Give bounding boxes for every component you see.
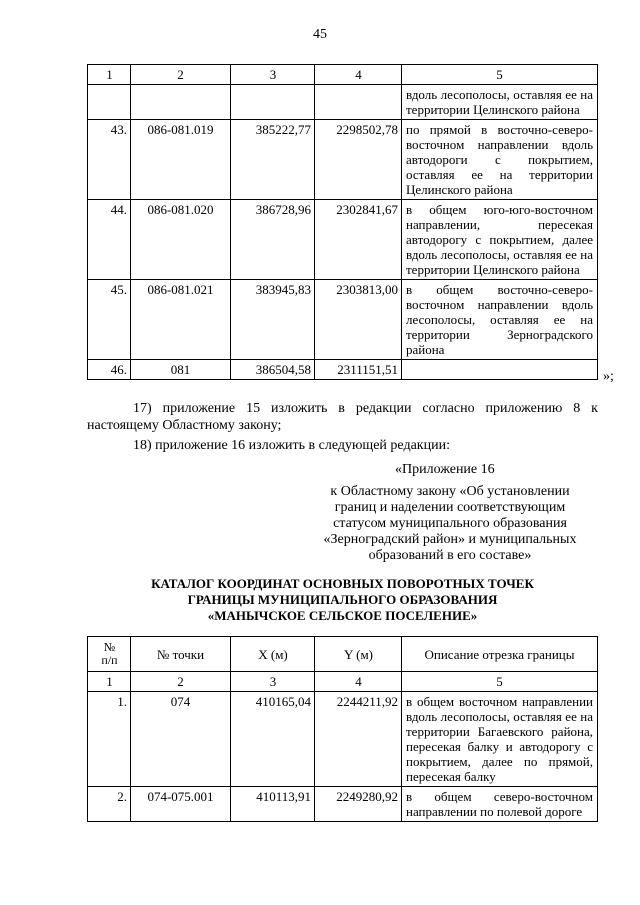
y-coordinate: 2311151,51 <box>315 360 402 380</box>
y-coordinate: 2244211,92 <box>315 692 402 787</box>
column-header-number-line: № <box>103 640 116 654</box>
segment-description: по прямой в восточно-северо-восточном направлении вдоль автодороги с покрытием, оставляя ее на территории Целинского района <box>402 120 598 200</box>
point-number <box>131 85 231 120</box>
table-header-row <box>88 672 598 692</box>
appendix-reference-line: статусом муниципального образования <box>333 516 567 531</box>
point-number: 086-081.019 <box>131 120 231 200</box>
segment-description: в общем северо-восточном направлении по полевой дороге <box>402 787 598 822</box>
row-number: 45. <box>88 280 131 360</box>
header-cell: 5 <box>402 672 598 692</box>
y-coordinate: 2298502,78 <box>315 120 402 200</box>
table-row <box>88 692 598 787</box>
table-row <box>88 787 598 822</box>
x-coordinate: 410165,04 <box>231 692 315 787</box>
y-coordinate: 2303813,00 <box>315 280 402 360</box>
header-cell: 5 <box>402 65 598 85</box>
header-cell: 3 <box>231 672 315 692</box>
table-row <box>88 280 598 360</box>
column-header-y: Y (м) <box>315 637 402 672</box>
row-number: 43. <box>88 120 131 200</box>
x-coordinate: 386728,96 <box>231 200 315 280</box>
header-cell: 2 <box>131 65 231 85</box>
closing-quote: »; <box>603 369 614 384</box>
segment-description: вдоль лесополосы, оставляя ее на территории Целинского района <box>402 85 598 120</box>
row-number: 46. <box>88 360 131 380</box>
paragraph-17: 17) приложение 15 изложить в редакции согласно приложению 8 к настоящему Областному закону; <box>87 401 598 433</box>
page-number: 45 <box>313 27 327 42</box>
segment-description <box>402 360 598 380</box>
table-row <box>88 85 598 120</box>
table-row <box>88 360 598 380</box>
coordinates-table-continued <box>87 64 598 380</box>
x-coordinate: 385222,77 <box>231 120 315 200</box>
x-coordinate: 383945,83 <box>231 280 315 360</box>
x-coordinate <box>231 85 315 120</box>
header-cell: 4 <box>315 65 402 85</box>
catalog-title-line: «МАНЫЧСКОЕ СЕЛЬСКОЕ ПОСЕЛЕНИЕ» <box>207 608 478 623</box>
table-header-row <box>88 65 598 85</box>
appendix-reference-line: границ и наделении соответствующим <box>334 500 566 515</box>
catalog-title-line: КАТАЛОГ КООРДИНАТ ОСНОВНЫХ ПОВОРОТНЫХ ТОЧЕК <box>151 576 534 591</box>
x-coordinate: 410113,91 <box>231 787 315 822</box>
appendix-reference <box>300 484 600 564</box>
segment-description: в общем восточном направлении вдоль лесополосы, оставляя ее на территории Багаевского района, пересекая балку и автодорогу с покрытием, далее по прямой, пересекая балку <box>402 692 598 787</box>
column-header-number <box>88 637 131 672</box>
appendix-reference-line: образований в его составе» <box>368 548 532 563</box>
coordinates-table <box>87 636 598 822</box>
table-row <box>88 200 598 280</box>
point-number: 086-081.021 <box>131 280 231 360</box>
row-number: 44. <box>88 200 131 280</box>
catalog-title-line: ГРАНИЦЫ МУНИЦИПАЛЬНОГО ОБРАЗОВАНИЯ <box>187 592 498 607</box>
row-number <box>88 85 131 120</box>
segment-description: в общем юго-юго-восточном направлении, пересекая автодорогу с покрытием, далее вдоль лесополосы, оставляя ее на территории Целинского района <box>402 200 598 280</box>
y-coordinate: 2302841,67 <box>315 200 402 280</box>
header-cell: 1 <box>88 65 131 85</box>
y-coordinate: 2249280,92 <box>315 787 402 822</box>
point-number: 081 <box>131 360 231 380</box>
catalog-title <box>87 576 598 624</box>
column-header-x: X (м) <box>231 637 315 672</box>
header-cell: 2 <box>131 672 231 692</box>
point-number: 074 <box>131 692 231 787</box>
row-number: 2. <box>88 787 131 822</box>
column-header-row <box>88 637 598 672</box>
row-number: 1. <box>88 692 131 787</box>
segment-description: в общем восточно-северо-восточном направлении вдоль лесополосы, оставляя ее на территории Зерноградского района <box>402 280 598 360</box>
x-coordinate: 386504,58 <box>231 360 315 380</box>
appendix-title: «Приложение 16 <box>395 462 495 477</box>
appendix-reference-line: «Зерноградский район» и муниципальных <box>323 532 577 547</box>
header-cell: 3 <box>231 65 315 85</box>
table-row <box>88 120 598 200</box>
paragraph-18: 18) приложение 16 изложить в следующей редакции: <box>133 438 450 453</box>
header-cell: 1 <box>88 672 131 692</box>
y-coordinate <box>315 85 402 120</box>
header-cell: 4 <box>315 672 402 692</box>
point-number: 074-075.001 <box>131 787 231 822</box>
appendix-reference-line: к Областному закону «Об установлении <box>330 484 570 499</box>
column-header-description: Описание отрезка границы <box>402 637 598 672</box>
column-header-number-line: п/п <box>101 653 118 667</box>
column-header-point: № точки <box>131 637 231 672</box>
point-number: 086-081.020 <box>131 200 231 280</box>
